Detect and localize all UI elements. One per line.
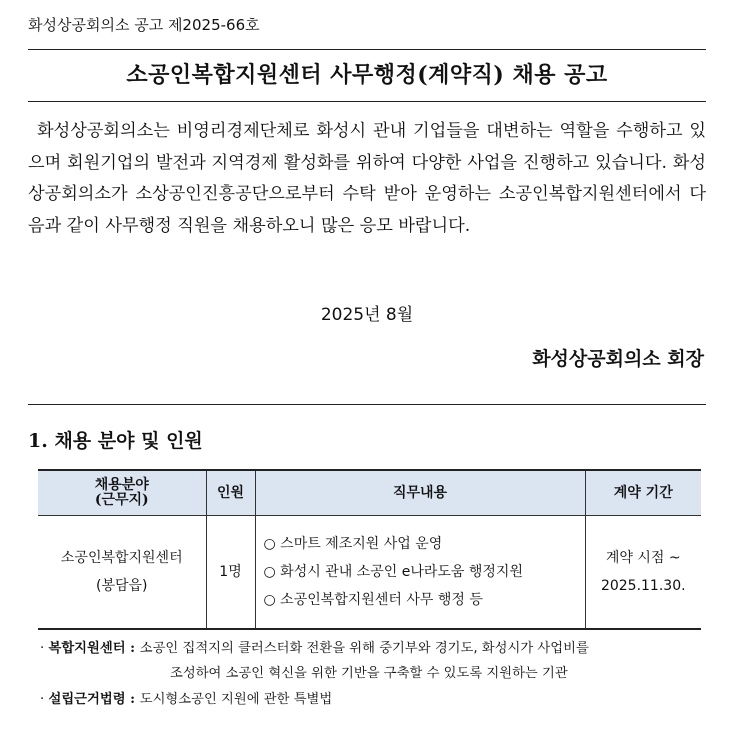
table-row <box>38 516 701 630</box>
table-header-row <box>38 470 701 516</box>
cell-field-line1: 소공인복합지원센터 <box>60 550 183 566</box>
signer: 화성상공회의소 회장 <box>532 348 704 370</box>
intro-paragraph: 화성상공회의소는 비영리경제단체로 화성시 관내 기업들을 대변하는 역할을 수행하고 있으며 회원기업의 발전과 지역경제 활성화를 위하여 다양한 사업을 진행하고 있습니다. 화성상공회의소가 소상공인진흥공단으로부터 수탁 받아 운영하는 소공인복합지원센터에서 다음과 같이 사무행정 직원을 채용하오니 많은 응모 바랍니다. <box>28 121 706 236</box>
col-header-field-line1: 채용분야 <box>94 477 149 493</box>
notice-date: 2025년 8월 <box>320 305 414 325</box>
note-text: 도시형소공인 지원에 관한 특별법 <box>139 692 333 707</box>
section-heading: 1. 채용 분야 및 인원 <box>28 430 203 452</box>
notice-number: 화성상공회의소 공고 제2025-66호 <box>28 16 260 34</box>
col-header-duties: 직무내용 <box>255 470 585 516</box>
note-text-continued: 조성하여 소공인 혁신을 위한 기반을 구축할 수 있도록 지원하는 기관 <box>170 666 568 681</box>
col-header-period: 계약 기간 <box>585 470 701 516</box>
section-divider <box>28 404 706 405</box>
duty-item: ○ 소공인복합지원센터 사무 행정 등 <box>263 592 483 608</box>
cell-field <box>38 516 206 630</box>
cell-period-line1: 계약 시점 ~ <box>605 550 681 566</box>
recruitment-table <box>38 469 701 630</box>
note-legal-basis <box>40 687 332 712</box>
page-title: 소공인복합지원센터 사무행정(계약직) 채용 공고 <box>126 62 608 88</box>
note-separator: : <box>125 641 140 656</box>
duty-item: ○ 스마트 제조지원 사업 운영 <box>263 536 443 552</box>
title-top-rule <box>28 49 706 50</box>
note-label: 설립근거법령 <box>48 692 126 707</box>
col-header-field <box>38 470 206 516</box>
col-header-count: 인원 <box>206 470 255 516</box>
note-bullet: · <box>40 641 45 656</box>
title-bottom-rule <box>28 101 706 102</box>
cell-duties <box>255 516 585 630</box>
cell-period-line2: 2025.11.30. <box>600 578 686 594</box>
cell-period <box>585 516 701 630</box>
note-center-definition <box>40 636 589 686</box>
col-header-field-line2: (근무지) <box>94 492 149 508</box>
cell-count: 1명 <box>206 516 255 630</box>
duty-item: ○ 화성시 관내 소공인 e나라도움 행정지원 <box>263 564 523 580</box>
cell-field-line2: (봉담읍) <box>96 578 148 594</box>
note-label: 복합지원센터 <box>48 641 126 656</box>
note-separator: : <box>125 692 140 707</box>
note-bullet: · <box>40 692 45 707</box>
note-text: 소공인 집적지의 클러스터화 전환을 위해 중기부와 경기도, 화성시가 사업비를 <box>139 641 589 656</box>
